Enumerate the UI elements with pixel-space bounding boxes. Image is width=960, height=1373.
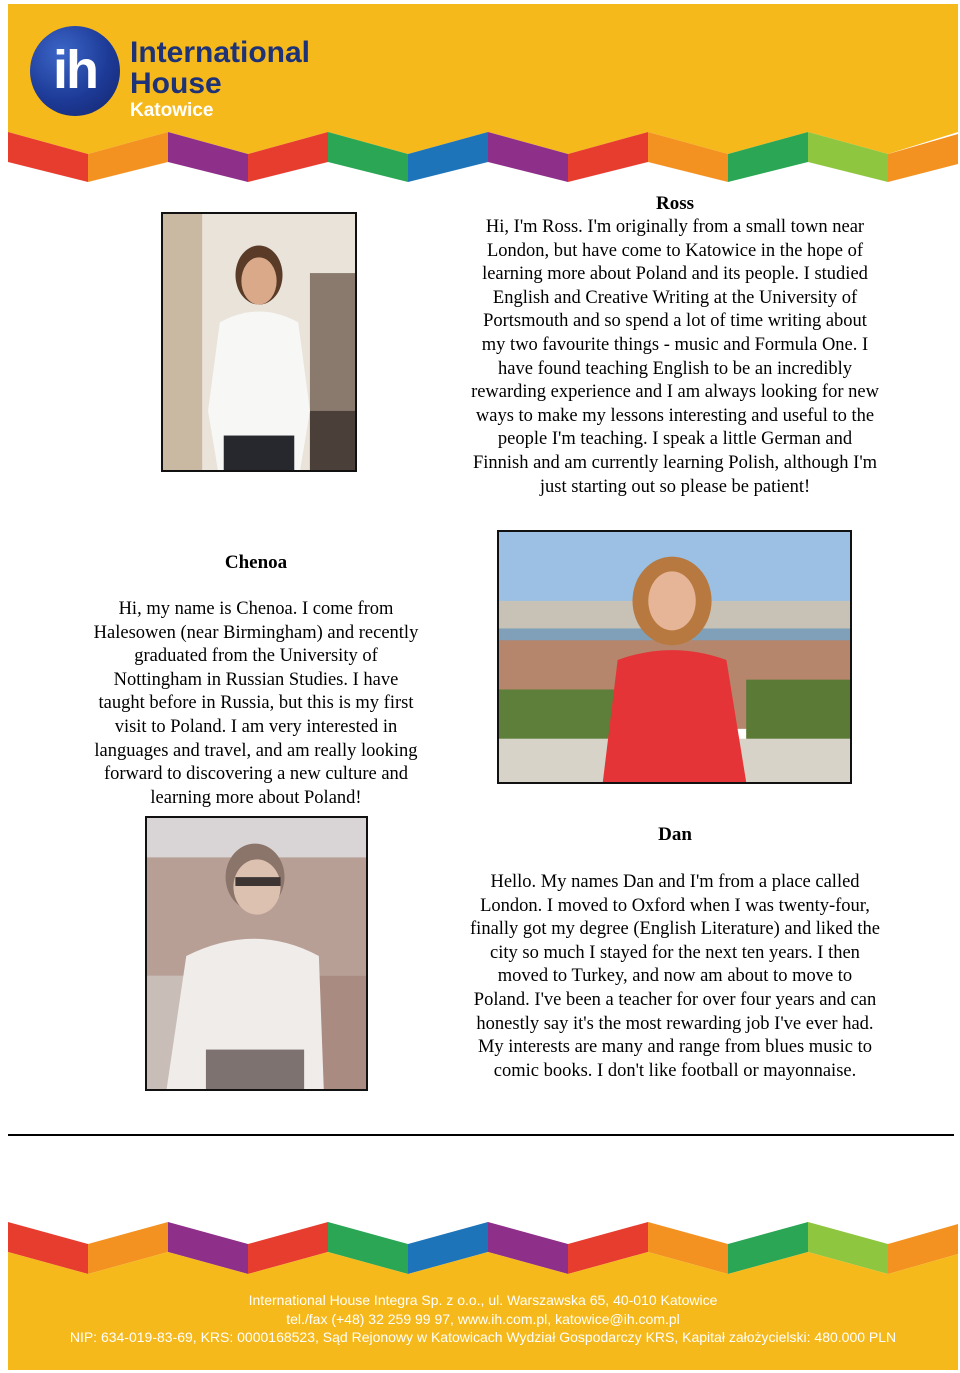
bio-line: Halesowen (near Birmingham) and recently bbox=[93, 622, 419, 643]
bio-line: Finnish and am currently learning Polish, although I'm bbox=[472, 452, 878, 473]
chenoa-photo bbox=[497, 530, 852, 784]
ih-logo bbox=[30, 26, 330, 126]
bio-line: ways to make my lessons interesting and useful to the bbox=[475, 405, 875, 426]
logo-text-line3: Katowice bbox=[130, 100, 214, 121]
bio-line: forward to discovering a new culture and bbox=[103, 764, 409, 785]
horizontal-rule bbox=[8, 1134, 954, 1136]
page-footer bbox=[8, 1222, 958, 1370]
bio-line: English and Creative Writing at the University of bbox=[492, 287, 858, 308]
bio-line: graduated from the University of bbox=[134, 646, 378, 667]
logo-text-line1: International bbox=[130, 36, 311, 69]
dan-name: Dan bbox=[658, 824, 692, 845]
bio-line: Portsmouth and so spend a lot of time writing about bbox=[483, 311, 867, 332]
bio-line: honestly say it's the most rewarding job I've ever had. bbox=[476, 1013, 874, 1034]
bio-line: Hi, my name is Chenoa. I come from bbox=[118, 599, 394, 619]
bio-line: visit to Poland. I am very interested in bbox=[114, 716, 398, 737]
dan-bio bbox=[436, 871, 914, 1083]
ross-name: Ross bbox=[655, 193, 694, 214]
bio-line: people I'm teaching. I speak a little German and bbox=[497, 429, 853, 450]
bio-line: just starting out so please be patient! bbox=[539, 476, 811, 497]
bio-line: city so much I stayed for the next ten years. I then bbox=[490, 942, 860, 963]
dan-photo bbox=[145, 816, 368, 1091]
bio-line: Hi, I'm Ross. I'm originally from a small town near bbox=[485, 217, 865, 237]
bio-line: moved to Turkey, and now am about to move to bbox=[497, 966, 853, 987]
bio-line: London, but have come to Katowice in the hope of bbox=[486, 240, 864, 261]
bio-line: learning more about Poland and its people. I studied bbox=[482, 264, 868, 285]
bio-line: Nottingham in Russian Studies. I have bbox=[113, 669, 399, 690]
footer-address: International House Integra Sp. z o.o., ul. Warszawska 65, 40-010 Katowice bbox=[248, 1292, 718, 1308]
ih-logo-mark: ih bbox=[30, 26, 120, 116]
bio-line: languages and travel, and am really looking bbox=[94, 740, 418, 761]
footer-contact: tel./fax (+48) 32 259 99 97, www.ih.com.pl, katowice@ih.com.pl bbox=[286, 1311, 680, 1327]
bio-line: comic books. I don't like football or mayonnaise. bbox=[493, 1060, 857, 1081]
bio-line: My interests are many and range from blues music to bbox=[477, 1037, 873, 1058]
bio-line: have found teaching English to be an incredibly bbox=[498, 358, 852, 379]
chenoa-name: Chenoa bbox=[224, 552, 288, 573]
footer-registration: NIP: 634-019-83-69, KRS: 0000168523, Sąd Rejonowy w Katowicach Wydział Gospodarczy KRS, Kapitał założycielski: 480.000 PLN bbox=[69, 1329, 897, 1345]
bio-line: learning more about Poland! bbox=[150, 787, 362, 808]
page-header bbox=[8, 4, 958, 189]
bio-line: Poland. I've been a teacher for over four years and can bbox=[473, 989, 877, 1010]
bio-line: finally got my degree (English Literature) and liked the bbox=[470, 919, 880, 940]
bio-line: rewarding experience and I am always looking for new bbox=[471, 382, 879, 403]
ross-photo bbox=[161, 212, 357, 472]
bio-line: my two favourite things - music and Formula One. I bbox=[481, 334, 869, 355]
bio-line: taught before in Russia, but this is my first bbox=[98, 693, 414, 714]
bio-line: Hello. My names Dan and I'm from a place called bbox=[490, 872, 860, 892]
logo-text-line2: House bbox=[130, 67, 222, 100]
bio-line: London. I moved to Oxford when I was twenty-four, bbox=[480, 895, 870, 916]
ross-bio bbox=[436, 216, 914, 499]
chenoa-bio bbox=[56, 598, 456, 810]
